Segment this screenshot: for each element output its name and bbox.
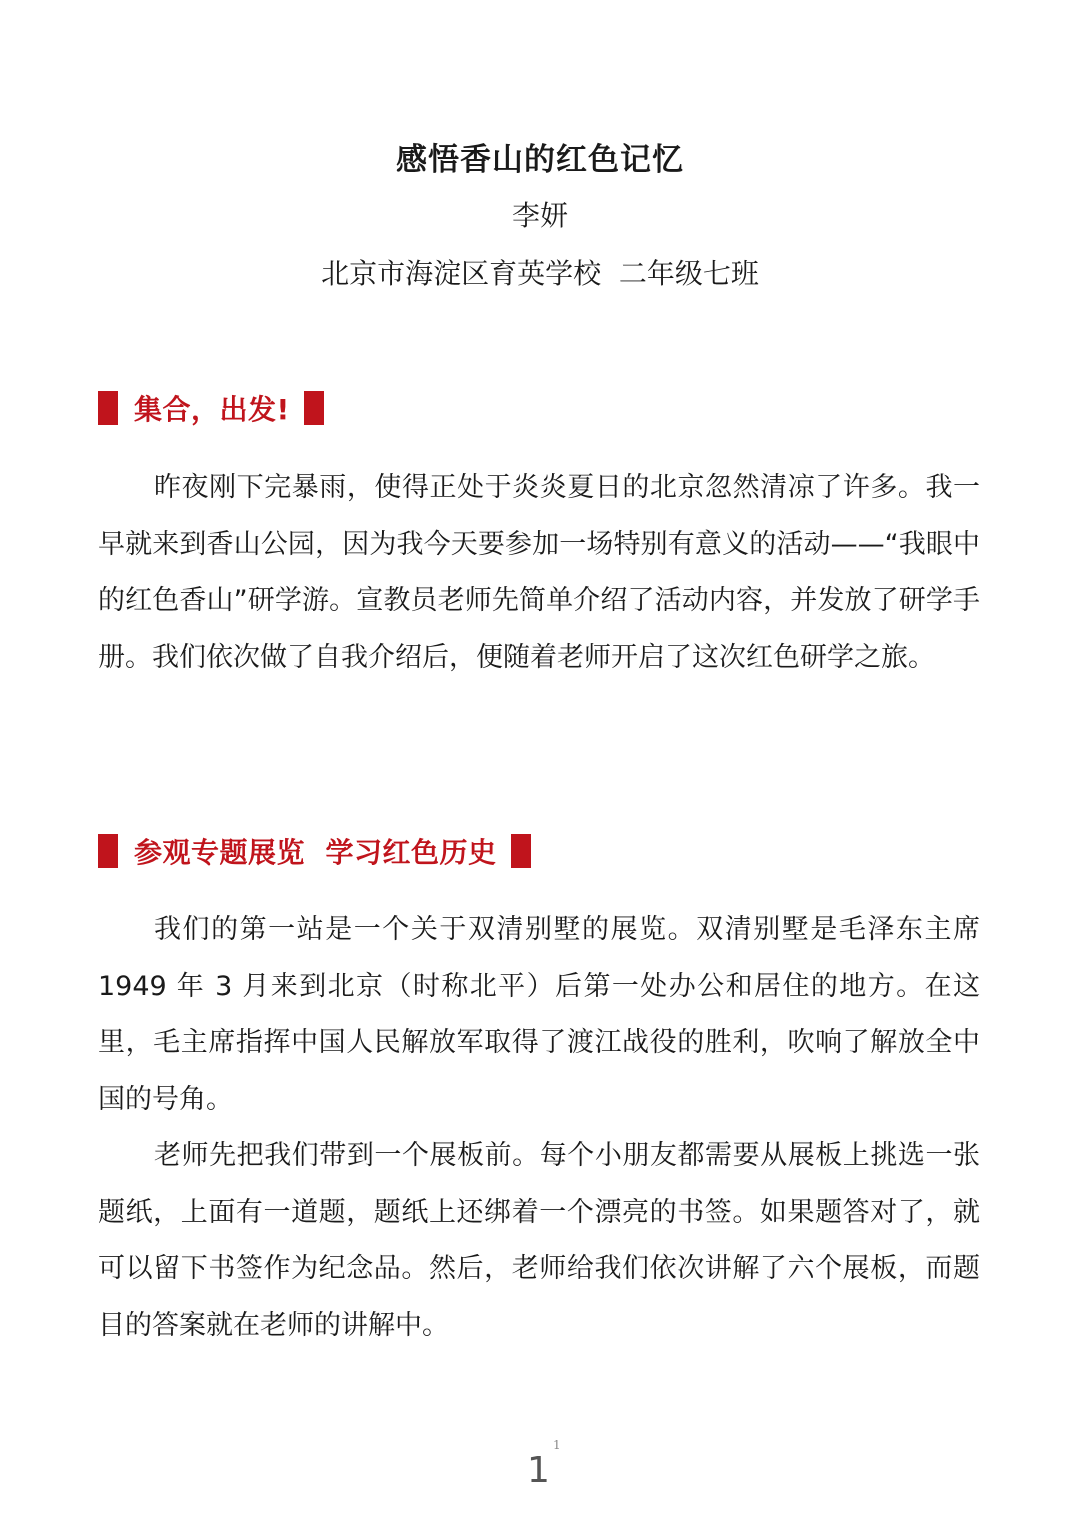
section-heading-text: 参观专题展览 学习红色历史 xyxy=(134,836,497,869)
author-name: 李妍 xyxy=(511,199,568,232)
paragraph: 我们的第一站是一个关于双清别墅的展览。双清别墅是毛泽东主席 1949 年 3 月来到北京（时称北平）后第一处办公和居住的地方。在这里，毛主席指挥中国人民解放军取得了渡江战役的胜利，吹响了解放全中国的号角。 xyxy=(98,914,980,1115)
school-class: 北京市海淀区育英学校 二年级七班 xyxy=(321,257,759,290)
section-heading-1 xyxy=(98,390,324,426)
heading-bar-left xyxy=(98,391,118,425)
article-title: 感悟香山的红色记忆 xyxy=(396,142,684,178)
page-number: 1 xyxy=(527,1450,550,1491)
paragraph: 老师先把我们带到一个展板前。每个小朋友都需要从展板上挑选一张题纸，上面有一道题，题纸上还绑着一个漂亮的书签。如果题答对了，就可以留下书签作为纪念品。然后，老师给我们依次讲解了六个展板，而题目的答案就在老师的讲解中。 xyxy=(98,1140,980,1341)
heading-bar-right xyxy=(511,834,531,868)
paragraph: 昨夜刚下完暴雨，使得正处于炎炎夏日的北京忽然清凉了许多。我一早就来到香山公园，因为我今天要参加一场特别有意义的活动——“我眼中的红色香山”研学游。宣教员老师先简单介绍了活动内容，并发放了研学手册。我们依次做了自我介绍后，便随着老师开启了这次红色研学之旅。 xyxy=(98,472,980,673)
section-heading-text: 集合，出发! xyxy=(134,393,290,426)
section-heading-2 xyxy=(98,833,531,869)
heading-bar-right xyxy=(304,391,324,425)
small-page-number: 1 xyxy=(553,1438,561,1452)
heading-bar-left xyxy=(98,834,118,868)
